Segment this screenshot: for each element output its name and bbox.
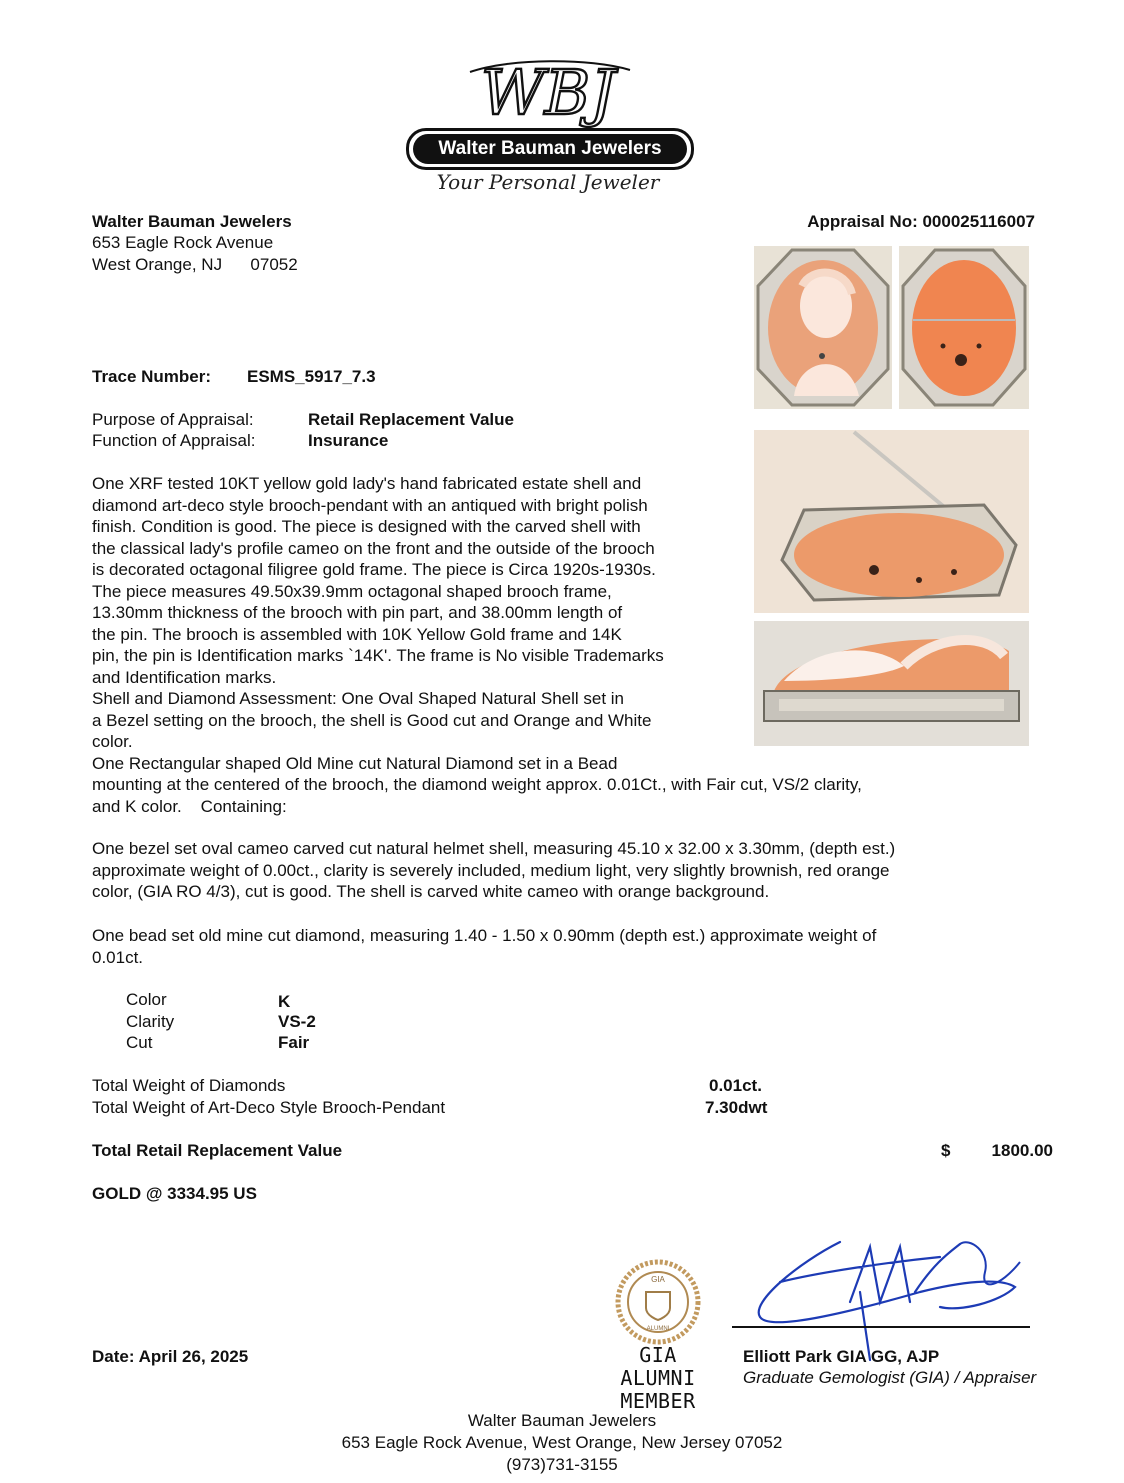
description-line: the pin. The brooch is assembled with 10K Yellow Gold frame and 14K — [92, 624, 622, 644]
description-line: 13.30mm thickness of the brooch with pin part, and 38.00mm length of — [92, 603, 623, 622]
detail-value-clarity: VS-2 — [278, 1012, 316, 1031]
detail-value-cut: Fair — [278, 1033, 310, 1052]
total-diamonds-label: Total Weight of Diamonds — [92, 1076, 286, 1095]
photo-front-cameo — [754, 246, 892, 409]
gia-line-2: MEMBER — [620, 1389, 696, 1413]
description-line: pin, the pin is Identification marks `14K'. The frame is No visible Trademarks — [92, 646, 664, 665]
gia-member-text — [596, 1344, 720, 1413]
description-line: diamond art-deco style brooch-pendant with an antiqued with bright polish — [92, 495, 648, 515]
detail-value-color: K — [278, 992, 291, 1011]
description-line: One XRF tested 10KT yellow gold lady's hand fabricated estate shell and — [92, 474, 642, 493]
detail-label-color: Color — [126, 990, 167, 1009]
gold-price: GOLD @ 3334.95 US — [92, 1184, 257, 1203]
trace-label: Trace Number: — [92, 367, 212, 386]
retail-value-label: Total Retail Replacement Value — [92, 1141, 343, 1160]
description-line: a Bezel setting on the brooch, the shell is Good cut and Orange and White — [92, 710, 652, 730]
seal-bottom-text: ALUMNI — [646, 1326, 670, 1332]
diamond-line: 0.01ct. — [92, 947, 144, 967]
description-line: mounting at the centered of the brooch, the diamond weight approx. 0.01Ct., with Fair cut, VS/2 clarity, — [92, 775, 862, 794]
wbj-monogram — [400, 56, 696, 128]
description-line: and Identification marks. — [92, 667, 277, 687]
signature-line — [732, 1326, 1030, 1328]
detail-label-clarity: Clarity — [126, 1012, 175, 1031]
footer-phone: (973)731-3155 — [506, 1455, 618, 1474]
description-line: is decorated octagonal filigree gold frame. The piece is Circa 1920s-1930s. — [92, 560, 656, 579]
company-city: West Orange, NJ 07052 — [92, 255, 298, 274]
total-piece-label: Total Weight of Art-Deco Style Brooch-Pendant — [92, 1098, 446, 1117]
company-logo — [400, 56, 696, 196]
photo-profile-view — [754, 621, 1029, 746]
retail-value-amount: 1800.00 — [991, 1141, 1053, 1160]
footer-company: Walter Bauman Jewelers — [467, 1411, 657, 1430]
appraiser-title: Graduate Gemologist (GIA) / Appraiser — [743, 1368, 1037, 1387]
appraisal-number: Appraisal No: 000025116007 — [807, 212, 1035, 231]
gia-line-1: GIA ALUMNI — [620, 1343, 696, 1390]
description-line: color. — [92, 732, 133, 751]
logo-name-band — [406, 128, 694, 170]
purpose-value: Retail Replacement Value — [308, 410, 514, 429]
shell-line: One bezel set oval cameo carved cut natural helmet shell, measuring 45.10 x 32.00 x 3.30mm, (depth est.) — [92, 839, 896, 858]
company-street: 653 Eagle Rock Avenue — [92, 233, 274, 252]
total-piece-value: 7.30dwt — [705, 1098, 768, 1117]
function-value: Insurance — [308, 431, 389, 450]
shell-line: approximate weight of 0.00ct., clarity is severely included, medium light, very slightly brownish, red orange — [92, 860, 890, 880]
description-line: finish. Condition is good. The piece is designed with the carved shell with — [92, 517, 641, 536]
detail-label-cut: Cut — [126, 1033, 153, 1052]
description-line: Shell and Diamond Assessment: One Oval Shaped Natural Shell set in — [92, 689, 625, 708]
appraisal-date: Date: April 26, 2025 — [92, 1347, 249, 1366]
appraiser-name: Elliott Park GIA GG, AJP — [743, 1347, 940, 1366]
logo-name: Walter Bauman Jewelers — [413, 134, 687, 164]
shell-line: color, (GIA RO 4/3), cut is good. The shell is carved white cameo with orange background. — [92, 882, 770, 901]
total-diamonds-value: 0.01ct. — [709, 1076, 762, 1095]
gia-seal — [614, 1258, 702, 1346]
footer-address: 653 Eagle Rock Avenue, West Orange, New Jersey 07052 — [341, 1433, 783, 1452]
photo-side-pin — [754, 430, 1029, 613]
photo-back-cameo — [899, 246, 1029, 409]
seal-top-text: GIA — [651, 1275, 665, 1284]
function-label: Function of Appraisal: — [92, 431, 256, 450]
diamond-line: One bead set old mine cut diamond, measuring 1.40 - 1.50 x 0.90mm (depth est.) approximate weight of — [92, 926, 877, 945]
logo-tagline: Your Personal Jeweler — [436, 170, 660, 194]
monogram-text: WBJ — [480, 56, 616, 128]
description-line: The piece measures 49.50x39.9mm octagonal shaped brooch frame, — [92, 581, 612, 601]
description-line: and K color. Containing: — [92, 796, 287, 816]
company-name: Walter Bauman Jewelers — [92, 212, 292, 231]
purpose-label: Purpose of Appraisal: — [92, 410, 254, 429]
trace-value: ESMS_5917_7.3 — [247, 367, 376, 386]
appraiser-signature — [740, 1232, 1030, 1362]
description-line: One Rectangular shaped Old Mine cut Natural Diamond set in a Bead — [92, 753, 618, 773]
currency-symbol: $ — [941, 1141, 951, 1160]
description-line: the classical lady's profile cameo on the front and the outside of the brooch — [92, 538, 655, 558]
